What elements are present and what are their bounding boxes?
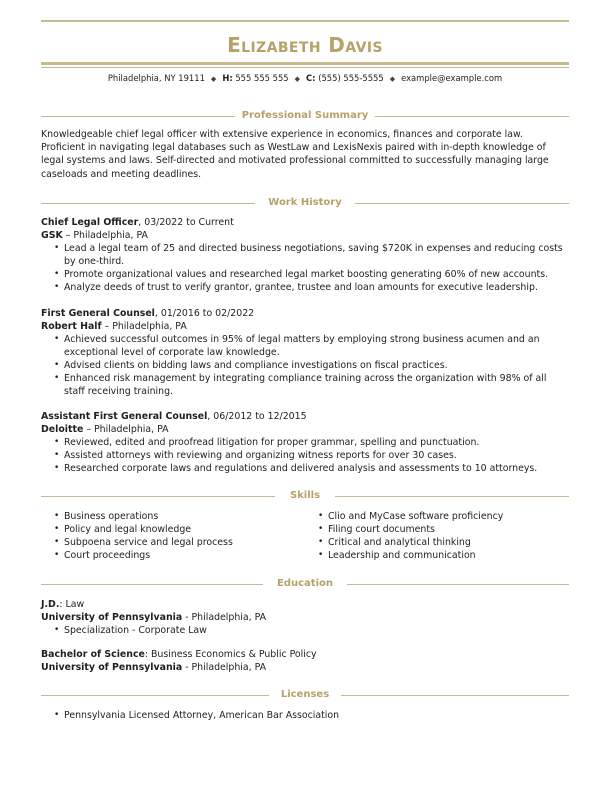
summary-text: Knowledgeable chief legal officer with extensive experience in economics, finances and corporate law. Proficient in navigating legal databases such as WestLaw and LexisNexis paired with in-depth knowledge of legal systems and laws. Self-directed and motivated professional committed to successfully managing large caseloads and meeting deadlines. — [41, 129, 549, 180]
school-location: - Philadelphia, PA — [182, 612, 267, 623]
school-name: University of Pennsylvania — [41, 612, 183, 623]
job-bullets — [41, 333, 569, 398]
job-entry — [41, 410, 569, 475]
list-item: • Advised clients on bidding laws and compliance investigations on fiscal practices. — [41, 359, 569, 372]
job-dates: , 03/2022 to Current — [138, 217, 234, 228]
list-item: • Analyze deeds of trust to verify grantor, grantee, trustee and loan amounts for executive leadership. — [41, 281, 569, 294]
school-location: - Philadelphia, PA — [182, 662, 267, 673]
diamond-separator-icon: ◆ — [389, 75, 396, 83]
candidate-name: Elizabeth Davis — [227, 33, 383, 57]
degree-field: : Business Economics & Public Policy — [144, 649, 317, 660]
job-role: Chief Legal Officer — [41, 217, 139, 228]
job-employer: Robert Half — [41, 321, 102, 332]
job-role: First General Counsel — [41, 308, 155, 319]
list-item: • Enhanced risk management by integrating compliance training across the organization with 98% of all staff receiving training. — [41, 372, 569, 398]
section-title: Work History — [262, 197, 347, 208]
education-bullets — [41, 624, 569, 637]
list-item: • Pennsylvania Licensed Attorney, American Bar Association — [41, 709, 569, 722]
skills-left-column — [41, 510, 301, 562]
list-item: • Clio and MyCase software proficiency — [305, 510, 565, 523]
contact-city: Philadelphia, NY 19111 — [107, 73, 205, 83]
job-location: – Philadelphia, PA — [83, 424, 169, 435]
section-title: Skills — [284, 490, 326, 501]
list-item: • Lead a legal team of 25 and directed business negotiations, saving $720K in expenses and reducing costs by one-third. — [41, 242, 569, 268]
job-role: Assistant First General Counsel — [41, 411, 208, 422]
skills-right-column — [305, 510, 565, 562]
diamond-separator-icon: ◆ — [294, 75, 301, 83]
education-entry — [41, 648, 569, 674]
degree-label: J.D. — [41, 599, 60, 610]
home-phone-label: H: — [222, 73, 233, 83]
name-rule-thick — [41, 62, 569, 65]
licenses-list — [41, 709, 569, 722]
section-work-header — [41, 197, 569, 209]
top-rule — [41, 20, 569, 22]
cell-phone: (555) 555-5555 — [318, 73, 384, 83]
job-bullets — [41, 242, 569, 294]
education-entry — [41, 598, 569, 637]
section-skills-header — [41, 490, 569, 502]
section-education-header — [41, 578, 569, 590]
job-entry — [41, 216, 569, 294]
list-item: • Critical and analytical thinking — [305, 536, 565, 549]
list-item: • Filing court documents — [305, 523, 565, 536]
contact-line — [41, 73, 569, 83]
section-licenses-header — [41, 689, 569, 701]
list-item: • Reviewed, edited and proofread litigation for proper grammar, spelling and punctuation. — [41, 436, 569, 449]
job-entry — [41, 307, 569, 398]
list-item: • Achieved successful outcomes in 95% of legal matters by employing strong business acumen and an exceptional level of corporate law knowledge. — [41, 333, 569, 359]
list-item: • Court proceedings — [41, 549, 301, 562]
list-item: • Subpoena service and legal process — [41, 536, 301, 549]
section-title: Professional Summary — [236, 110, 375, 121]
diamond-separator-icon: ◆ — [210, 75, 217, 83]
degree-label: Bachelor of Science — [41, 649, 145, 660]
list-item: • Researched corporate laws and regulations and delivered analysis and assessments to 10 attorneys. — [41, 462, 569, 475]
list-item: • Policy and legal knowledge — [41, 523, 301, 536]
job-location: – Philadelphia, PA — [101, 321, 187, 332]
job-bullets — [41, 436, 569, 475]
degree-field: : Law — [59, 599, 85, 610]
school-name: University of Pennsylvania — [41, 662, 183, 673]
list-item: • Promote organizational values and researched legal market boosting generating 60% of new accounts. — [41, 268, 569, 281]
job-location: – Philadelphia, PA — [62, 230, 148, 241]
section-title: Licenses — [275, 689, 335, 700]
email[interactable]: example@example.com — [401, 73, 503, 83]
home-phone: 555 555 555 — [235, 73, 289, 83]
job-employer: Deloitte — [41, 424, 84, 435]
job-dates: , 06/2012 to 12/2015 — [207, 411, 307, 422]
licenses-bullets — [41, 709, 569, 722]
cell-phone-label: C: — [306, 73, 316, 83]
name-rule-thin — [41, 67, 569, 68]
list-item: • Business operations — [41, 510, 301, 523]
job-employer: GSK — [41, 230, 63, 241]
list-item: • Leadership and communication — [305, 549, 565, 562]
section-title: Education — [271, 578, 339, 589]
list-item: • Specialization - Corporate Law — [41, 624, 569, 637]
list-item: • Assisted attorneys with reviewing and organizing witness reports for over 30 cases. — [41, 449, 569, 462]
section-summary-header — [41, 110, 569, 122]
job-dates: , 01/2016 to 02/2022 — [154, 308, 255, 319]
